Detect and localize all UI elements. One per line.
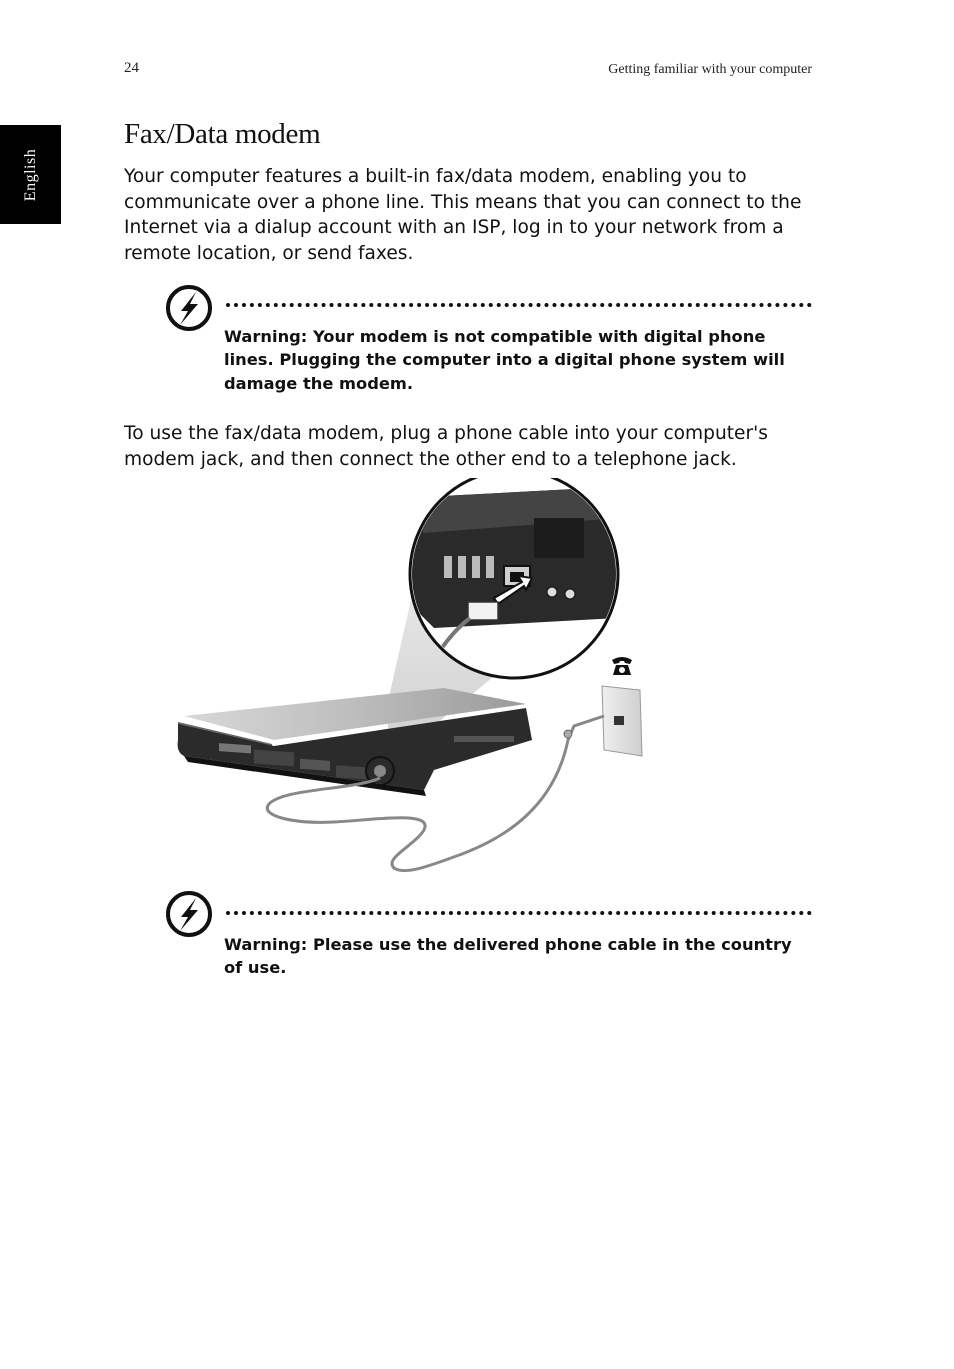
language-tab — [0, 125, 61, 224]
warning-divider — [226, 303, 812, 307]
running-header: Getting familiar with your computer — [608, 62, 812, 77]
telephone-icon — [612, 657, 632, 675]
language-tab-label: English — [21, 148, 39, 201]
warning-lightning-icon — [165, 890, 213, 938]
section-title: Fax/Data modem — [124, 118, 321, 150]
wall-jack — [602, 686, 642, 756]
warning-divider — [226, 911, 812, 915]
modem-connection-illustration — [174, 478, 654, 878]
laptop-illustration — [178, 688, 532, 796]
intro-paragraph: Your computer features a built-in fax/data modem, enabling you to communicate over a phone line. This means that you can connect to the Internet via a dialup account with an ISP, log in to your network from a remote location, or send faxes. — [124, 166, 802, 264]
page-number: 24 — [124, 60, 139, 76]
warning-text: Warning: Your modem is not compatible with digital phone lines. Plugging the computer into a digital phone system will damage the modem. — [224, 327, 785, 393]
usage-paragraph: To use the fax/data modem, plug a phone cable into your computer's modem jack, and then connect the other end to a telephone jack. — [124, 423, 768, 470]
warning-text: Warning: Please use the delivered phone cable in the country of use. — [224, 935, 792, 978]
warning-lightning-icon — [165, 284, 213, 332]
